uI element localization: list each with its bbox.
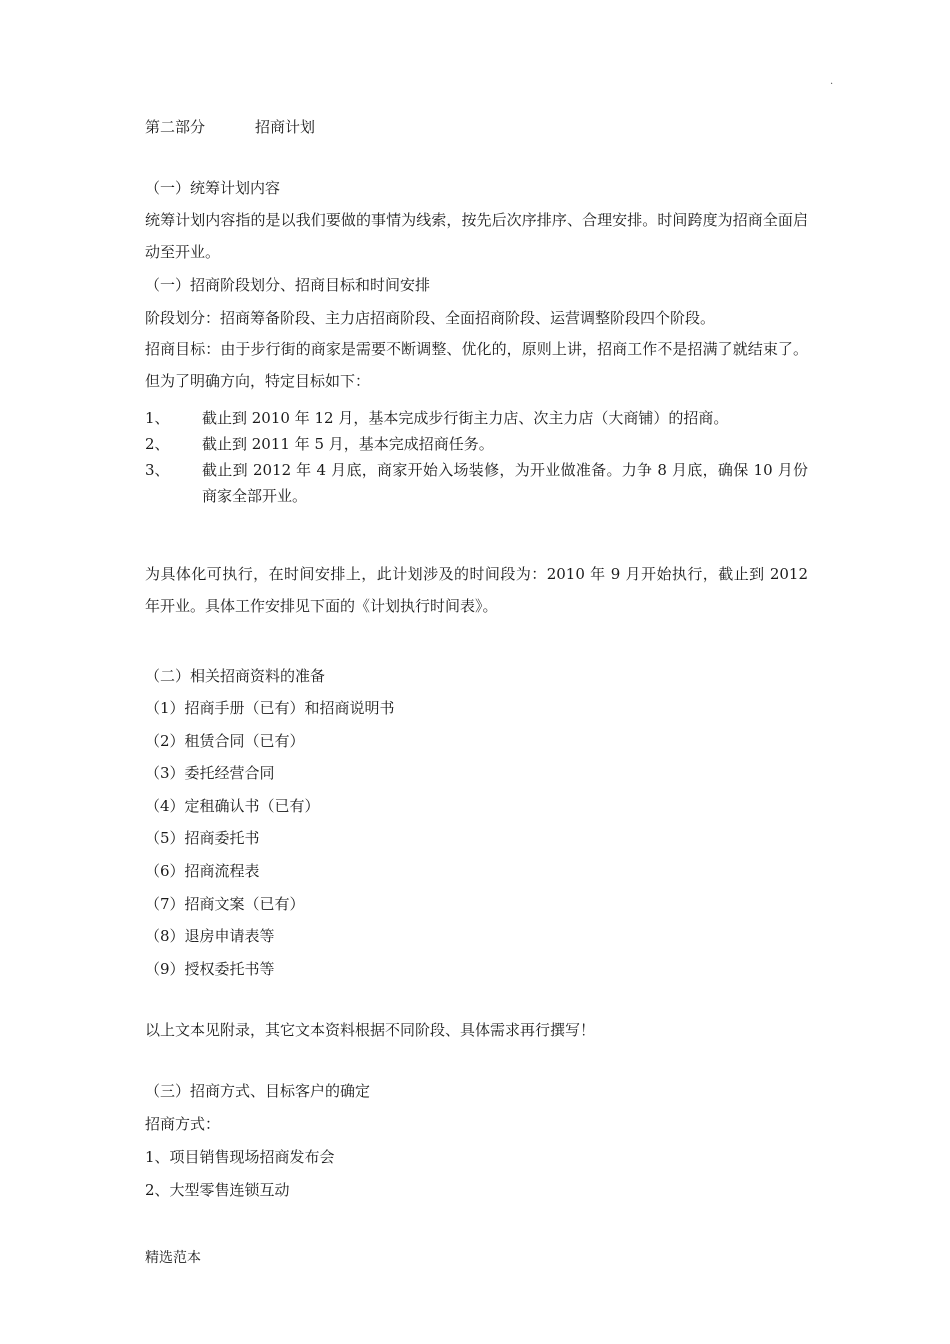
goals-paragraph: 招商目标：由于步行街的商家是需要不断调整、优化的，原则上讲，招商工作不是招满了就结束了。但为了明确方向，特定目标如下：	[145, 340, 808, 390]
method-item: 1、项目销售现场招商发布会	[145, 1148, 335, 1166]
material-item: （8）退房申请表等	[145, 927, 275, 945]
goal-item-number: 3、	[145, 461, 170, 479]
section-heading-stages: （一）招商阶段划分、招商目标和时间安排	[145, 276, 431, 294]
material-item: （2）租赁合同（已有）	[145, 732, 305, 750]
material-item: （4）定租确认书（已有）	[145, 797, 320, 815]
section-heading-overall-plan: （一）统筹计划内容	[145, 179, 281, 197]
stages-paragraph: 阶段划分：招商筹备阶段、主力店招商阶段、全面招商阶段、运营调整阶段四个阶段。	[145, 309, 716, 327]
material-item: （7）招商文案（已有）	[145, 895, 305, 913]
methods-label: 招商方式：	[145, 1115, 221, 1133]
goal-item-number: 1、	[145, 409, 170, 427]
appendix-note: 以上文本见附录，其它文本资料根据不同阶段、具体需求再行撰写！	[145, 1021, 596, 1039]
part-heading	[145, 117, 315, 137]
part-label: 第二部分	[145, 118, 206, 136]
material-item: （9）授权委托书等	[145, 960, 275, 978]
method-item: 2、大型零售连锁互动	[145, 1181, 290, 1199]
material-item: （5）招商委托书	[145, 829, 260, 847]
material-item: （1）招商手册（已有）和招商说明书	[145, 699, 395, 717]
material-item: （6）招商流程表	[145, 862, 260, 880]
section-heading-methods: （三）招商方式、目标客户的确定	[145, 1082, 371, 1100]
part-title: 招商计划	[255, 118, 316, 136]
section-heading-materials: （二）相关招商资料的准备	[145, 667, 326, 685]
goal-item-number: 2、	[145, 435, 170, 453]
goal-item-text: 截止到 2010 年 12 月，基本完成步行街主力店、次主力店（大商铺）的招商。	[202, 409, 729, 427]
schedule-paragraph: 为具体化可执行，在时间安排上，此计划涉及的时间段为：2010 年 9 月开始执行，截止到 2012 年开业。具体工作安排见下面的《计划执行时间表》。	[145, 565, 808, 615]
page-footer: 精选范本	[145, 1250, 201, 1266]
overall-plan-paragraph: 统筹计划内容指的是以我们要做的事情为线索，按先后次序排序、合理安排。时间跨度为招商全面启动至开业。	[145, 211, 808, 261]
page-marker: .	[830, 76, 834, 87]
material-item: （3）委托经营合同	[145, 764, 275, 782]
goal-item-text: 截止到 2012 年 4 月底，商家开始入场装修，为开业做准备。力争 8 月底，确保 10 月份商家全部开业。	[202, 461, 808, 505]
goal-item-text: 截止到 2011 年 5 月，基本完成招商任务。	[202, 435, 494, 453]
